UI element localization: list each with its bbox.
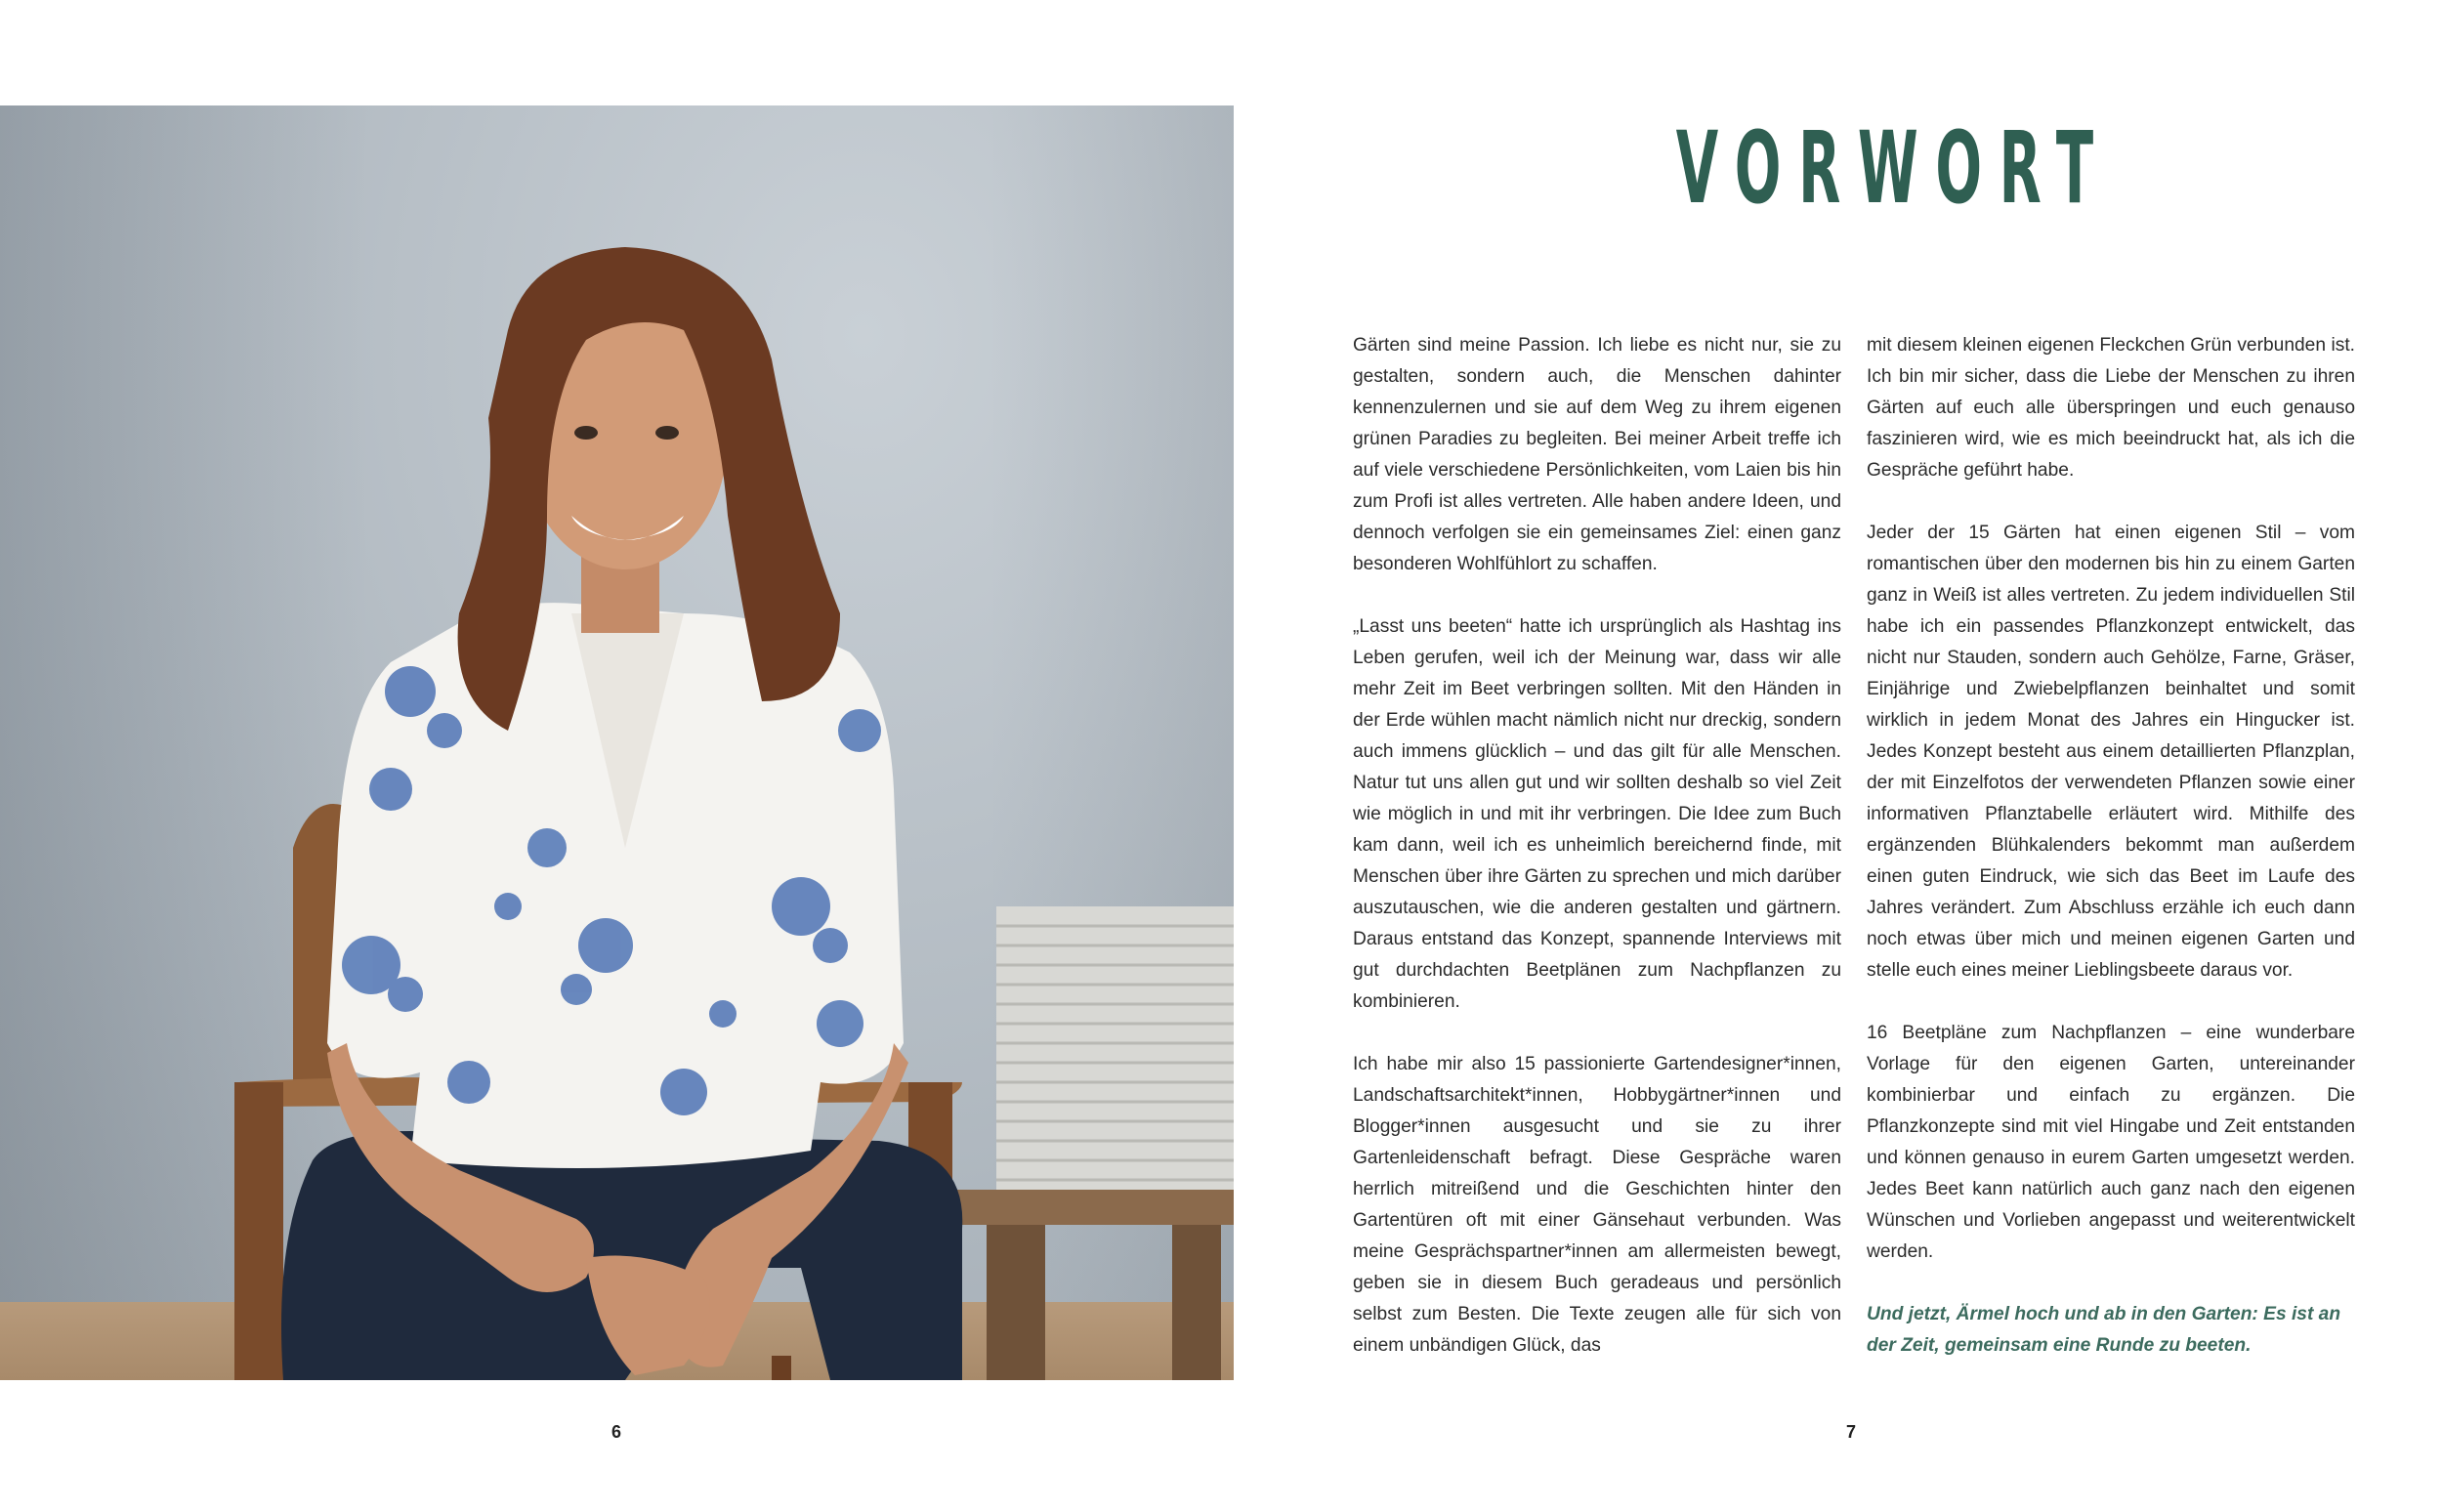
paragraph: „Lasst uns beeten“ hatte ich ursprünglich als Hashtag ins Leben gerufen, weil ich der Meinung war, dass wir alle mehr Zeit im Beet verbringen sollten. Mit den Händen in der Erde wühlen macht nämlich nicht nur dreckig, sondern auch immens glücklich – und das gilt für alle Menschen. Natur tut uns allen gut und wir sollten deshalb so viel Zeit wie möglich in und mit ihr verbringen. Die Idee zum Buch kam dann, weil ich es unheimlich bereichernd finde, mit Menschen über ihre Gärten zu sprechen und mich darüber auszutauschen, wie die anderen gestalten und gärtnern. Daraus entstand das Konzept, spannende Interviews mit gut durchdachten Beetplänen zum Nachpflanzen zu kombinieren. bbox=[1353, 616, 1841, 1012]
title-container bbox=[1524, 110, 2178, 236]
paragraph: 16 Beetpläne zum Nachpflanzen – eine wunderbare Vorlage für den eigenen Garten, untereinander kombinierbar und einfach zu ergänzen. Die Pflanzkonzepte sind mit viel Hingabe und Zeit entstanden und können genauso in eurem Garten umgesetzt werden. Jedes Beet kann natürlich auch ganz nach den eigenen Wünschen und Vorlieben angepasst und weiterentwickelt werden. bbox=[1867, 1023, 2355, 1262]
portrait-illustration bbox=[0, 105, 1234, 1380]
page-title: VORWORT bbox=[1675, 110, 2111, 227]
wooden-bench bbox=[952, 1190, 1234, 1380]
paragraph: Gärten sind meine Passion. Ich liebe es nicht nur, sie zu gestalten, sondern auch, die Menschen dahinter kennenzulernen und sie auf dem Weg zu ihrem eigenen grünen Paradies zu begleiten. Bei meiner Arbeit treffe ich auf viele verschiedene Persönlichkeiten, vom Laien bis hin zum Profi ist alles vertreten. Alle haben andere Ideen, und dennoch verfolgen sie ein gemeinsames Ziel: einen ganz besonderen Wohlfühlort zu schaffen. bbox=[1353, 335, 1841, 574]
text-column-left bbox=[1353, 330, 1841, 1393]
paragraph: mit diesem kleinen eigenen Fleckchen Grün verbunden ist. Ich bin mir sicher, dass die Liebe der Menschen zu ihren Gärten auf euch alle überspringen und euch genauso faszinieren wird, wie es mich beeindruckt hat, als ich die Gespräche geführt habe. bbox=[1867, 335, 2355, 481]
text-column-right bbox=[1867, 330, 2355, 1393]
paragraph: Ich habe mir also 15 passionierte Gartendesigner*innen, Landschaftsarchitekt*innen, Hobbygärtner*innen und Blogger*innen ausgesucht und sie zu ihrer Gartenleidenschaft befragt. Diese Gespräche waren herrlich mitreißend und die Geschichten hinter den Gartentüren oft mit einer Gänsehaut verbunden. Was meine Gesprächspartner*innen am allermeisten bewegt, geben sie in diesem Buch geradeaus und persönlich selbst zum Besten. Die Texte zeugen alle für sich von einem unbändigen Glück, das bbox=[1353, 1054, 1841, 1356]
portrait-photo bbox=[0, 105, 1234, 1380]
paragraph: Jeder der 15 Gärten hat einen eigenen Stil – vom romantischen über den modernen bis hin zu einem Garten ganz in Weiß ist alles vertreten. Zu jedem individuellen Stil habe ich ein passendes Pflanzkonzept entwickelt, das nicht nur Stauden, sondern auch Gehölze, Farne, Gräser, Einjährige und Zwiebelpflanzen beinhaltet und somit wirklich in jedem Monat des Jahres ein Hingucker ist. Jedes Konzept besteht aus einem detaillierten Pflanzplan, der mit Einzelfotos der verwendeten Pflanzen sowie einer informativen Pflanztabelle erläutert wird. Mithilfe des ergänzenden Blühkalenders bekommt man außerdem einen guten Eindruck, wie sich das Beet im Laufe des Jahres verändert. Zum Abschluss erzähle ich euch dann noch etwas über mich und meinen eigenen Garten und stelle euch eines meiner Lieblingsbeete daraus vor. bbox=[1867, 523, 2355, 981]
page-number-left: 6 bbox=[611, 1422, 622, 1442]
newspaper-stack bbox=[996, 906, 1234, 1199]
page-number-right: 7 bbox=[1846, 1422, 1857, 1442]
closing-statement: Und jetzt, Ärmel hoch und ab in den Garten: Es ist an der Zeit, gemeinsam eine Runde zu beeten. bbox=[1867, 1304, 2341, 1356]
